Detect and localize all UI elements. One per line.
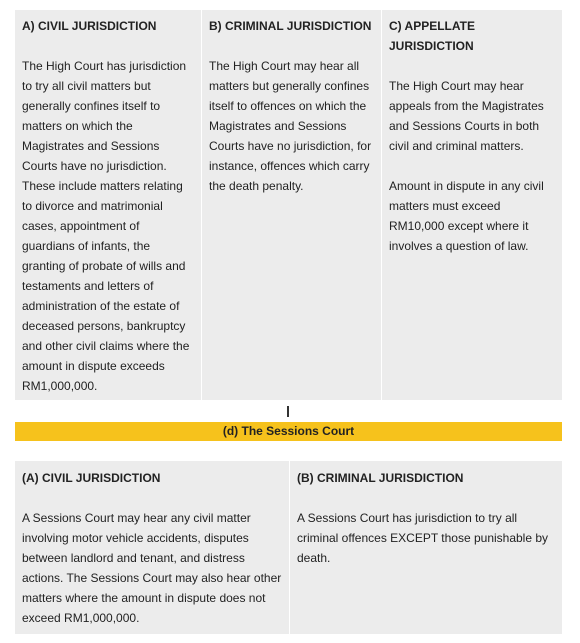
sessions-court-criminal-panel bbox=[290, 461, 562, 634]
sessions-civil-heading: (A) CIVIL JURISDICTION bbox=[22, 471, 161, 485]
appellate-jurisdiction-heading: C) APPELLATE JURISDICTION bbox=[389, 19, 475, 53]
sessions-criminal-heading: (B) CRIMINAL JURISDICTION bbox=[297, 471, 464, 485]
high-court-appellate-panel bbox=[382, 10, 562, 400]
high-court-criminal-panel bbox=[202, 10, 381, 400]
sessions-civil-text: A Sessions Court may hear any civil matter involving motor vehicle accidents, disputes between landlord and tenant, and distress actions. The Sessions Court may also hear other matters where the amount in dispute does not exceed RM1,000,000. bbox=[22, 511, 282, 625]
appellate-jurisdiction-text-2: Amount in dispute in any civil matters must exceed RM10,000 except where it involves a question of law. bbox=[389, 179, 544, 253]
criminal-jurisdiction-heading: B) CRIMINAL JURISDICTION bbox=[209, 19, 372, 33]
appellate-jurisdiction-text-1: The High Court may hear appeals from the Magistrates and Sessions Courts in both civil and criminal matters. bbox=[389, 79, 544, 153]
civil-jurisdiction-heading: A) CIVIL JURISDICTION bbox=[22, 19, 157, 33]
sessions-court-banner: (d) The Sessions Court bbox=[15, 422, 562, 441]
sessions-criminal-text: A Sessions Court has jurisdiction to try all criminal offences EXCEPT those punishable by death. bbox=[297, 511, 549, 565]
criminal-jurisdiction-text: The High Court may hear all matters but generally confines itself to offences on which the Magistrates and Sessions Courts have no jurisdiction, for instance, offences which carry the death penalty. bbox=[209, 59, 372, 193]
text-cursor bbox=[287, 406, 289, 417]
sessions-court-civil-panel bbox=[15, 461, 289, 634]
high-court-civil-panel bbox=[15, 10, 201, 400]
civil-jurisdiction-text: The High Court has jurisdiction to try all civil matters but generally confines itself to matters on which the Magistrates and Sessions Courts have no jurisdiction. These include matters relating to divorce and matrimonial cases, appointment of guardians of infants, the granting of probate of wills and testaments and letters of administration of the estate of deceased persons, bankruptcy and other civil claims where the amount in dispute exceeds RM1,000,000. bbox=[22, 59, 190, 393]
